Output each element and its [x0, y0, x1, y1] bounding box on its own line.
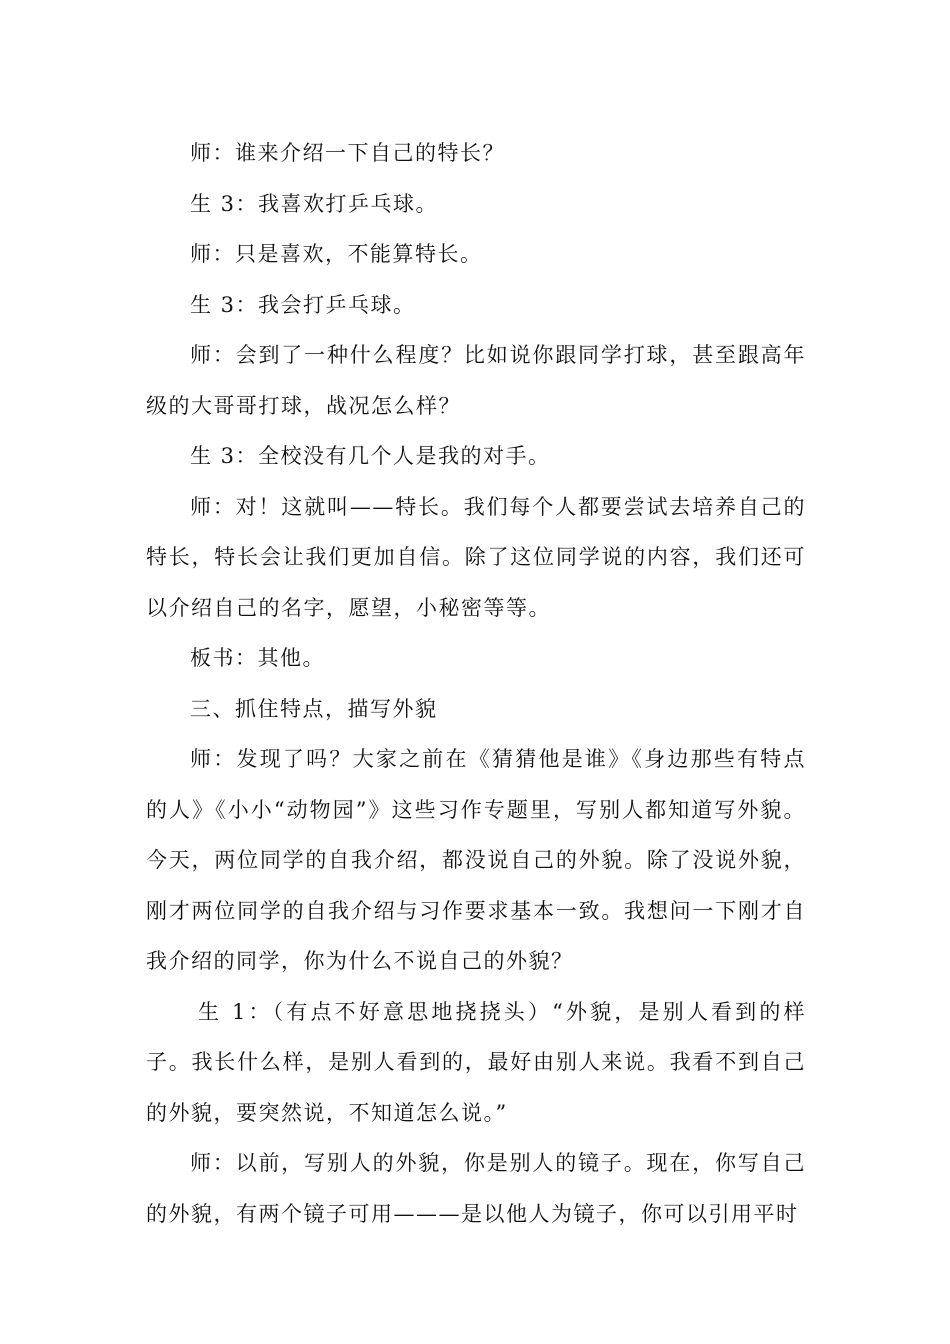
- paragraph-3: 师：只是喜欢，不能算特长。: [190, 242, 483, 266]
- paragraph-1: 师：谁来介绍一下自己的特长？: [190, 141, 505, 165]
- paragraph-10: 师：发现了吗？大家之前在《猜猜他是谁》《身边那些有特点的人》《小小“动物园”》这些习作专题里，写别人都知道写外貌。今天，两位同学的自我介绍，都没说自己的外貌。除了没说外貌，刚才两位同学的自我介绍与习作要求基本一致。我想问一下刚才自我介绍的同学，你为什么不说自己的外貌？: [146, 747, 806, 973]
- paragraph-5: 师：会到了一种什么程度？比如说你跟同学打球，甚至跟高年级的大哥哥打球，战况怎么样？: [146, 343, 806, 418]
- paragraph-8: 板书：其他。: [190, 646, 325, 670]
- document-body: [146, 128, 806, 1239]
- paragraph-11: 生 1：（有点不好意思地挠挠头）“外貌，是别人看到的样子。我长什么样，是别人看到的，最好由别人来说。我看不到自己的外貌，要突然说，不知道怎么说。”: [146, 999, 806, 1125]
- paragraph-7: 师：对！这就叫——特长。我们每个人都要尝试去培养自己的特长，特长会让我们更加自信。除了这位同学说的内容，我们还可以介绍自己的名字，愿望，小秘密等等。: [146, 494, 806, 620]
- paragraph-2: 生 3：我喜欢打乒乓球。: [190, 191, 439, 216]
- section-heading: 三、抓住特点，描写外貌: [190, 696, 438, 721]
- paragraph-4: 生 3：我会打乒乓球。: [190, 292, 416, 317]
- paragraph-12: 师：以前，写别人的外貌，你是别人的镜子。现在，你写自己的外貌，有两个镜子可用———是以他人为镜子，你可以引用平时: [146, 1151, 806, 1226]
- paragraph-6: 生 3：全校没有几个人是我的对手。: [190, 444, 551, 468]
